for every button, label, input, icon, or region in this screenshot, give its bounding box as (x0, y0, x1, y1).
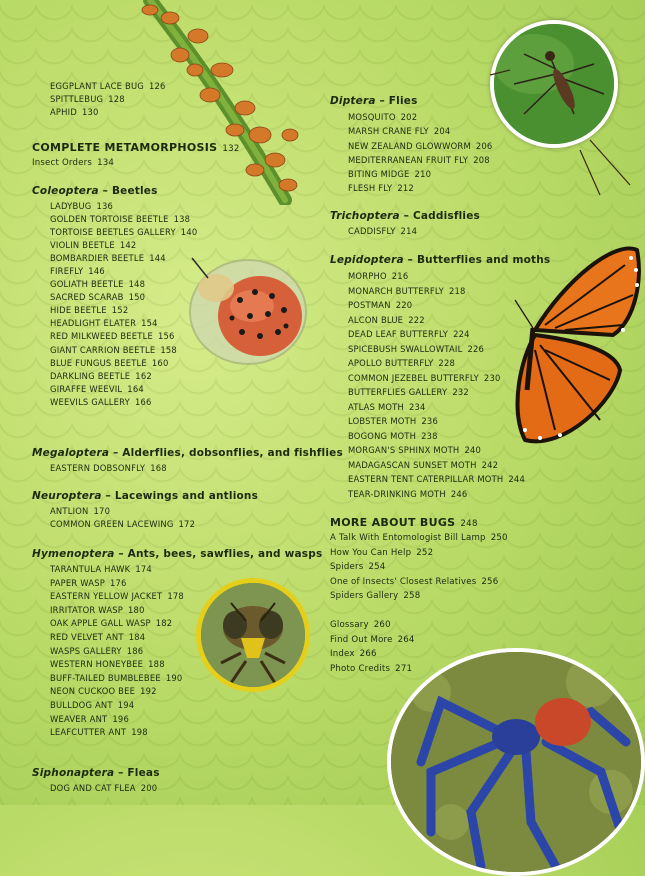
entry-title: NEW ZEALAND GLOWWORM (348, 140, 471, 151)
complete-metamorphosis-heading[interactable]: COMPLETE METAMORPHOSIS 132 (32, 141, 240, 154)
entry-page: 252 (416, 547, 434, 558)
entry-page: 232 (452, 387, 469, 397)
entry-page: 242 (481, 459, 499, 470)
siphonaptera-list (50, 782, 157, 795)
entry-title: MORPHO (348, 271, 387, 281)
entry-title: TORTOISE BEETLES GALLERY (50, 227, 176, 238)
entry-title: WASPS GALLERY (50, 645, 122, 656)
list-item[interactable] (330, 618, 415, 633)
list-item[interactable] (50, 239, 197, 252)
entry-title: MADAGASCAN SUNSET MOTH (348, 459, 477, 470)
siphonaptera-heading: Siphonaptera – Fleas (32, 767, 160, 779)
list-item[interactable] (50, 577, 184, 591)
entry-title: MEDITERRANEAN FRUIT FLY (348, 154, 469, 165)
entry-page: 166 (134, 396, 152, 407)
entry-page: 230 (483, 372, 501, 383)
entry-title: SACRED SCARAB (50, 292, 124, 303)
entry-title: A Talk With Entomologist Bill Lamp (330, 533, 486, 543)
entry-page: 238 (421, 430, 438, 441)
list-item[interactable] (50, 304, 197, 317)
list-item[interactable] (348, 225, 417, 238)
list-item[interactable] (348, 342, 525, 357)
tarantula-photo (387, 648, 645, 876)
list-item[interactable] (330, 531, 508, 546)
entry-page: 240 (464, 445, 482, 455)
entry-page: 156 (157, 331, 175, 342)
entry-title: BOGONG MOTH (348, 430, 417, 441)
entry-page: 266 (359, 649, 377, 660)
entry-title: WEAVER ANT (50, 713, 108, 724)
entry-page: 192 (140, 686, 157, 697)
entry-title: How You Can Help (330, 547, 412, 558)
entry-title: GIANT CARRION BEETLE (50, 344, 156, 355)
entry-title: MONARCH BUTTERFLY (348, 285, 444, 296)
entry-title: HEADLIGHT ELATER (50, 318, 137, 329)
diptera-list (348, 110, 492, 196)
entry-page: 256 (481, 576, 499, 587)
back-matter-list (330, 618, 415, 676)
list-item[interactable] (330, 662, 415, 677)
insect-orders-link[interactable]: Insect Orders 134 (32, 158, 115, 168)
coleoptera-list (50, 200, 197, 409)
hymenoptera-list (50, 563, 184, 740)
neuroptera-list (50, 505, 195, 531)
entry-title: LOBSTER MOTH (348, 416, 417, 426)
entry-title: NEON CUCKOO BEE (50, 686, 136, 697)
list-item[interactable] (50, 631, 184, 645)
entry-page: 172 (178, 519, 196, 530)
entry-page: 174 (135, 564, 152, 574)
entry-page: 136 (96, 201, 114, 211)
entry-page: 260 (373, 620, 391, 630)
entry-page: 216 (391, 271, 409, 281)
entry-title: BUFF-TAILED BUMBLEBEE (50, 672, 161, 683)
list-item[interactable] (50, 200, 197, 213)
list-item[interactable] (50, 213, 197, 226)
entry-page: 210 (414, 169, 432, 180)
entry-title: BITING MIDGE (348, 169, 410, 180)
list-item[interactable] (348, 458, 525, 473)
more-about-bugs-list (330, 531, 508, 604)
list-item[interactable] (348, 139, 492, 153)
trichoptera-list (348, 225, 417, 238)
list-item[interactable] (330, 560, 508, 575)
list-item[interactable] (348, 327, 525, 342)
entry-title: HIDE BEETLE (50, 305, 107, 316)
list-item[interactable] (348, 181, 492, 195)
entry-title: Photo Credits (330, 663, 391, 674)
entry-page: 228 (438, 358, 456, 368)
list-item[interactable] (50, 782, 157, 795)
entry-title: COMMON GREEN LACEWING (50, 519, 174, 530)
entry-page: 202 (400, 112, 418, 122)
entry-title: Index (330, 649, 355, 660)
entry-title: EASTERN YELLOW JACKET (50, 591, 163, 602)
list-item[interactable] (348, 400, 525, 415)
entry-title: LADYBUG (50, 201, 92, 211)
tortoise-beetle-photo (180, 250, 310, 370)
entry-page: 148 (128, 279, 146, 290)
entry-page: 224 (453, 329, 470, 339)
entry-page: 200 (140, 783, 158, 793)
list-item[interactable] (330, 633, 415, 648)
entry-title: IRRITATOR WASP (50, 604, 124, 615)
entry-page: 176 (109, 577, 127, 588)
list-item[interactable] (348, 429, 525, 444)
coleoptera-heading: Coleoptera – Beetles (32, 185, 158, 197)
entry-title: BLUE FUNGUS BEETLE (50, 357, 147, 368)
entry-page: 250 (490, 533, 508, 543)
entry-title: DOG AND CAT FLEA (50, 783, 136, 793)
list-item[interactable]: SPITTLEBUG 128 (50, 94, 125, 105)
neuroptera-heading: Neuroptera – Lacewings and antlions (32, 490, 259, 502)
hymenoptera-heading: Hymenoptera – Ants, bees, sawflies, and wasps (32, 548, 323, 560)
trichoptera-heading: Trichoptera – Caddisflies (330, 210, 480, 222)
list-item[interactable] (50, 685, 184, 699)
list-item[interactable] (348, 124, 492, 138)
entry-title: Find Out More (330, 634, 393, 645)
top-list (50, 80, 166, 120)
entry-page: 138 (173, 214, 191, 225)
entry-title: SPICEBUSH SWALLOWTAIL (348, 343, 463, 354)
entry-title: GOLIATH BEETLE (50, 279, 124, 290)
list-item[interactable] (50, 645, 184, 659)
entry-title: BUTTERFLIES GALLERY (348, 387, 448, 397)
entry-page: 194 (117, 699, 135, 710)
entry-page: 168 (150, 463, 167, 473)
entry-page: 180 (128, 604, 145, 615)
list-item[interactable] (50, 604, 184, 618)
entry-title: COMMON JEZEBEL BUTTERFLY (348, 372, 479, 383)
entry-page: 208 (473, 154, 490, 165)
list-item[interactable] (348, 371, 525, 386)
list-item[interactable] (330, 647, 415, 662)
list-item[interactable] (50, 396, 197, 409)
entry-page: 234 (409, 401, 426, 412)
entry-page: 244 (508, 474, 525, 484)
entry-page: 184 (128, 631, 146, 642)
list-item[interactable]: APHID 130 (50, 107, 99, 118)
entry-page: 170 (93, 506, 111, 516)
entry-title: Spiders (330, 562, 364, 573)
megaloptera-heading: Megaloptera – Alderflies, dobsonflies, and fishflies (32, 447, 343, 459)
entry-page: 142 (119, 240, 137, 251)
lepidoptera-heading: Lepidoptera – Butterflies and moths (330, 254, 551, 266)
entry-title: POSTMAN (348, 300, 391, 310)
list-item[interactable] (50, 291, 197, 304)
wasp-photo (196, 578, 310, 692)
list-item[interactable] (50, 252, 197, 265)
entry-page: 204 (433, 126, 451, 137)
list-item[interactable] (348, 443, 525, 458)
list-item[interactable] (348, 110, 492, 124)
list-item[interactable] (348, 153, 492, 167)
list-item[interactable] (348, 385, 525, 400)
entry-title: DEAD LEAF BUTTERFLY (348, 329, 449, 339)
list-item[interactable] (50, 265, 197, 278)
list-item[interactable] (348, 472, 525, 487)
list-item[interactable] (50, 317, 197, 330)
entry-page: 186 (126, 645, 144, 656)
mosquito-legs-overlay (480, 60, 640, 200)
list-item[interactable] (348, 269, 525, 284)
entry-page: 258 (403, 591, 421, 602)
list-item[interactable] (348, 487, 525, 502)
entry-page: 152 (111, 305, 129, 316)
entry-page: 158 (160, 344, 177, 355)
entry-title: ALCON BLUE (348, 314, 404, 325)
entry-page: 178 (167, 591, 184, 602)
entry-page: 226 (467, 343, 485, 354)
list-item[interactable] (348, 284, 525, 299)
list-item[interactable] (348, 356, 525, 371)
entry-page: 198 (131, 727, 148, 738)
list-item[interactable]: EGGPLANT LACE BUG 126 (50, 81, 166, 91)
entry-page: 271 (395, 663, 413, 674)
entry-page: 164 (127, 383, 144, 394)
list-item[interactable] (50, 699, 184, 713)
list-item[interactable] (50, 726, 184, 740)
diptera-heading: Diptera – Flies (330, 95, 418, 107)
entry-title: WESTERN HONEYBEE (50, 659, 144, 670)
entry-page: 162 (135, 370, 152, 381)
entry-title: TEAR-DRINKING MOTH (348, 488, 446, 499)
list-item[interactable] (50, 658, 184, 672)
list-item[interactable] (50, 563, 184, 577)
monarch-butterfly-photo (505, 240, 645, 450)
list-item[interactable] (50, 518, 195, 531)
entry-title: LEAFCUTTER ANT (50, 727, 127, 738)
entry-title: EASTERN TENT CATERPILLAR MOTH (348, 474, 504, 484)
entry-title: Glossary (330, 620, 369, 630)
megaloptera-list (50, 462, 167, 475)
list-item[interactable] (330, 546, 508, 561)
list-item[interactable] (330, 575, 508, 590)
entry-page: 236 (421, 416, 438, 426)
entry-title: EASTERN DOBSONFLY (50, 463, 146, 473)
list-item[interactable] (330, 589, 508, 604)
entry-title: TARANTULA HAWK (50, 564, 131, 574)
entry-page: 190 (165, 672, 183, 683)
list-item[interactable] (50, 590, 184, 604)
entry-page: 264 (397, 634, 415, 645)
entry-title: MARSH CRANE FLY (348, 126, 429, 137)
entry-title: MORGAN'S SPHINX MOTH (348, 445, 460, 455)
entry-title: GOLDEN TORTOISE BEETLE (50, 214, 169, 225)
entry-page: 188 (148, 659, 165, 670)
entry-title: DARKLING BEETLE (50, 370, 131, 381)
entry-page: 140 (180, 227, 198, 238)
entry-title: OAK APPLE GALL WASP (50, 618, 151, 629)
list-item[interactable] (50, 505, 195, 518)
entry-title: Spiders Gallery (330, 591, 399, 602)
entry-title: WEEVILS GALLERY (50, 396, 130, 407)
list-item[interactable] (50, 713, 184, 727)
list-item[interactable] (50, 672, 184, 686)
list-item[interactable] (50, 344, 197, 357)
entry-title: GIRAFFE WEEVIL (50, 383, 123, 394)
entry-title: RED MILKWEED BEETLE (50, 331, 153, 342)
list-item[interactable] (50, 357, 197, 370)
list-item[interactable] (348, 167, 492, 181)
entry-title: ANTLION (50, 506, 89, 516)
entry-title: RED VELVET ANT (50, 631, 124, 642)
list-item[interactable] (50, 370, 197, 383)
entry-title: CADDISFLY (348, 226, 396, 236)
entry-page: 144 (149, 253, 166, 264)
list-item[interactable] (348, 414, 525, 429)
entry-page: 182 (155, 618, 173, 629)
entry-page: 150 (128, 292, 146, 303)
entry-page: 220 (395, 300, 413, 310)
list-item[interactable] (50, 226, 197, 239)
entry-page: 146 (88, 266, 105, 277)
lepidoptera-list (348, 269, 525, 501)
entry-title: One of Insects' Closest Relatives (330, 576, 477, 587)
list-item[interactable] (50, 617, 184, 631)
entry-title: FLESH FLY (348, 183, 393, 194)
entry-title: PAPER WASP (50, 577, 105, 588)
entry-page: 160 (151, 357, 169, 368)
list-item[interactable] (50, 462, 167, 475)
list-item[interactable] (50, 330, 197, 343)
entry-title: APOLLO BUTTERFLY (348, 358, 434, 368)
entry-page: 218 (448, 285, 466, 296)
entry-page: 196 (112, 713, 129, 724)
entry-page: 206 (475, 140, 493, 151)
more-about-bugs-heading[interactable]: MORE ABOUT BUGS 248 (330, 516, 478, 529)
entry-page: 222 (408, 314, 425, 325)
entry-title: BOMBARDIER BEETLE (50, 253, 145, 264)
list-item[interactable] (50, 278, 197, 291)
list-item[interactable] (348, 298, 525, 313)
entry-title: BULLDOG ANT (50, 699, 113, 710)
entry-title: ATLAS MOTH (348, 401, 404, 412)
entry-title: FIREFLY (50, 266, 84, 277)
list-item[interactable] (348, 313, 525, 328)
entry-title: MOSQUITO (348, 112, 396, 122)
entry-title: VIOLIN BEETLE (50, 240, 115, 251)
entry-page: 214 (400, 226, 418, 236)
entry-page: 212 (397, 183, 414, 194)
entry-page: 246 (450, 488, 468, 499)
list-item[interactable] (50, 383, 197, 396)
entry-page: 254 (368, 562, 386, 573)
entry-page: 154 (141, 318, 158, 329)
